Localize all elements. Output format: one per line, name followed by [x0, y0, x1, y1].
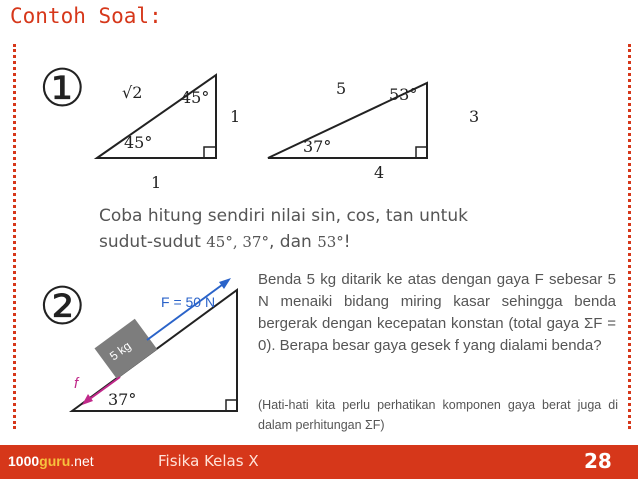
example-1-number: ① [39, 59, 86, 119]
tri-a-hypotenuse-label: √2 [122, 83, 143, 102]
page-number: 28 [584, 449, 612, 473]
right-angle-marker-incline [226, 400, 237, 411]
force-label: F = 50 N [161, 294, 216, 310]
tri-b-bottom-side-label: 4 [374, 163, 385, 182]
tri-a-right-side-label: 1 [230, 107, 241, 126]
tri-a-bottom-side-label: 1 [151, 173, 162, 192]
site-logo[interactable] [8, 453, 94, 473]
footer-bar [0, 445, 638, 479]
task-line-1: Coba hitung sendiri nilai sin, cos, tan untuk [99, 206, 468, 226]
task-line-2 [99, 229, 519, 255]
force-arrow [147, 282, 226, 340]
tri-b-right-side-label: 3 [469, 107, 480, 126]
page-title: Contoh Soal: [10, 4, 162, 28]
tri-b-top-angle-label: 53° [389, 85, 418, 104]
example-2-note: (Hati-hati kita perlu perhatikan komponen gaya berat juga di dalam perhitungan ΣF) [258, 398, 618, 432]
logo-guru: guru [39, 453, 71, 469]
example-1-task [99, 203, 519, 255]
force-arrowhead [219, 278, 231, 289]
logo-tld: .net [70, 453, 94, 469]
right-angle-marker-a [204, 147, 216, 158]
task-line-2-prefix: sudut-sudut [99, 232, 207, 252]
footer-subject: Fisika Kelas X [158, 452, 259, 470]
task-and: , dan [268, 232, 318, 252]
tri-b-bottom-angle-label: 37° [303, 137, 332, 156]
example-2-problem: Benda 5 kg ditarik ke atas dengan gaya F sebesar 5 N menaiki bidang miring kasar sehingga benda bergerak dengan kecepatan konstan (total gaya ΣF = 0). Berapa besar gaya gesek f yang dialami benda? [258, 271, 616, 354]
tri-a-bottom-angle-label: 45° [124, 133, 153, 152]
tri-b-hypotenuse-label: 5 [336, 79, 347, 98]
example-2-number: ② [39, 277, 86, 337]
tri-a-top-angle-label: 45° [181, 88, 210, 107]
task-end: ! [343, 232, 351, 252]
incline-angle-label: 37° [108, 390, 137, 409]
task-angles: 45°, 37° [206, 233, 269, 251]
logo-number: 1000 [8, 453, 40, 469]
right-angle-marker-b [416, 147, 427, 158]
mass-label: 5 kg [107, 338, 134, 364]
friction-label: f [74, 375, 79, 392]
task-angle-3: 53° [317, 233, 344, 251]
